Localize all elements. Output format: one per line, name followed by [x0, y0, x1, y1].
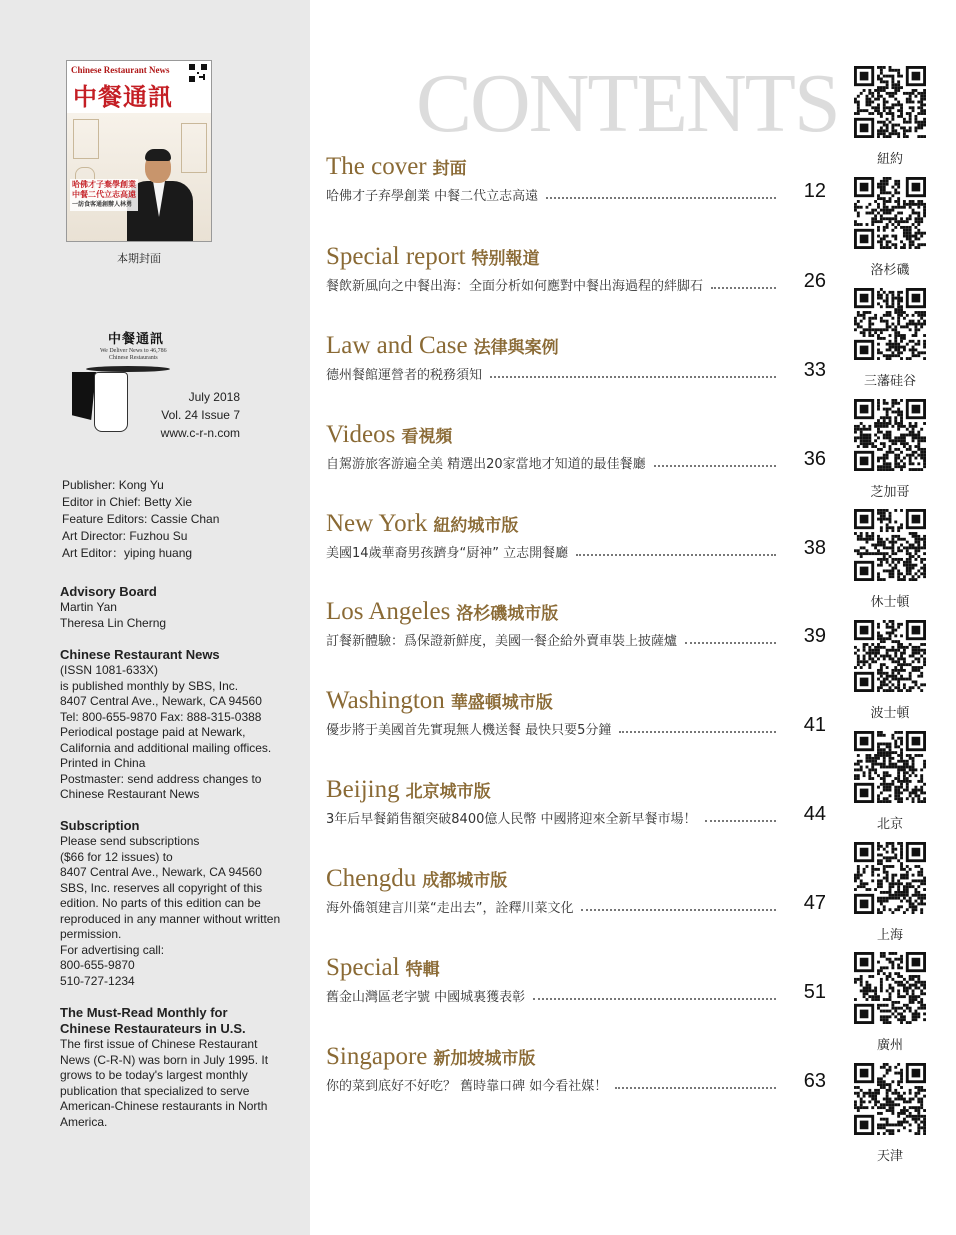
qr-code-item[interactable]: [852, 952, 928, 1063]
cover-thumbnail[interactable]: [66, 60, 212, 242]
toc-page-number: 36: [803, 448, 826, 470]
qr-code-icon: [854, 731, 926, 803]
toc-section-title: Videos 看視頻: [326, 421, 453, 448]
website-link[interactable]: www.c-r-n.com: [160, 426, 240, 440]
qr-city-label: 紐約: [876, 152, 903, 167]
toc-page-number: 41: [803, 714, 826, 736]
cover-title-cn: 中餐通訊: [73, 82, 173, 111]
qr-code-item[interactable]: [852, 620, 928, 731]
toc-entry[interactable]: [326, 421, 826, 481]
qr-code-item[interactable]: [852, 842, 928, 953]
toc-page-number: 51: [803, 981, 826, 1003]
qr-code-item[interactable]: [852, 66, 928, 177]
qr-code-item[interactable]: [852, 399, 928, 510]
toc-entry[interactable]: [326, 865, 826, 925]
toc-entry[interactable]: [326, 243, 826, 303]
toc-section-title: Special 特輯: [326, 954, 440, 981]
toc-entry[interactable]: [326, 153, 826, 213]
toc-description: 3年后早餐銷售額突破8400億人民幣 中國將迎來全新早餐市場！: [326, 808, 786, 827]
cover-headline: 哈佛才子棄學創業 中餐二代立志高遠 一訪食客通創辦人林勇: [70, 179, 138, 211]
issue-volume: Vol. 24 Issue 7: [161, 408, 240, 422]
toc-page-number: 33: [803, 359, 826, 381]
qr-code-item[interactable]: [852, 177, 928, 288]
qr-code-item[interactable]: [852, 1063, 928, 1174]
qr-city-label: 波士頓: [870, 706, 910, 721]
toc-section-title: The cover 封面: [326, 153, 467, 180]
toc-entry[interactable]: [326, 332, 826, 392]
toc-entry[interactable]: [326, 510, 826, 570]
mustread-info: The Must-Read Monthly for Chinese Restaurateurs in U.S. The first issue of Chinese Restaurant News (C-R-N) was born in July 1995. It grows to be today's largest monthly publication that specialized to serve American-Chinese restaurants in North America.: [60, 1005, 269, 1129]
qr-code-icon: [854, 399, 926, 471]
toc-description: 哈佛才子弃學創業 中餐二代立志高遠: [326, 185, 786, 204]
qr-code-item[interactable]: [852, 288, 928, 399]
issue-date: July 2018: [188, 390, 240, 404]
toc-description: 餐飲新風向之中餐出海：全面分析如何應對中餐出海過程的絆脚石: [326, 275, 786, 294]
issue-info: [142, 388, 240, 442]
qr-city-label: 上海: [876, 928, 903, 943]
toc-entry[interactable]: [326, 1043, 826, 1103]
qr-code-icon: [854, 1063, 926, 1135]
toc-page-number: 26: [803, 270, 826, 292]
qr-code-icon: [854, 620, 926, 692]
toc-description: 自駕游旅客游遍全美 精選出20家當地才知道的最佳餐廳: [326, 453, 786, 472]
cover-qr-icon: [189, 64, 207, 82]
subscription-info: Subscription Please send subscriptions ($66 for 12 issues) to 8407 Central Ave., Newark, CA 94560 SBS, Inc. reserves all copyright of this edition. No parts of this edition can be reproduced in any manner without written permission. For advertising call: 800-655-9870 510-727-1234: [60, 818, 281, 988]
toc-section-title: Los Angeles 洛杉磯城市版: [326, 598, 559, 625]
toc-page-number: 44: [803, 803, 826, 825]
toc-entry[interactable]: [326, 598, 826, 658]
toc-page-number: 39: [803, 625, 826, 647]
qr-city-label: 休士頓: [870, 595, 910, 610]
qr-code-icon: [854, 66, 926, 138]
qr-code-icon: [854, 842, 926, 914]
staff-list: Publisher: Kong Yu Editor in Chief: Betty Xie Feature Editors: Cassie Chan Art Director: Fuzhou Su Art Editor：yiping huang: [62, 478, 220, 560]
qr-code-icon: [854, 952, 926, 1024]
cover-title-en: Chinese Restaurant News: [71, 65, 170, 75]
toc-page-number: 12: [803, 180, 826, 202]
toc-description: 海外僑領建言川菜“走出去”，詮釋川菜文化: [326, 897, 786, 916]
toc-section-title: Singapore 新加坡城市版: [326, 1043, 536, 1070]
qr-code-icon: [854, 509, 926, 581]
qr-city-label: 天津: [876, 1149, 903, 1164]
toc-page-number: 63: [803, 1070, 826, 1092]
toc-section-title: Special report 特别報道: [326, 243, 540, 270]
qr-city-label: 北京: [876, 817, 903, 832]
toc-section-title: Washington 華盛頓城市版: [326, 687, 553, 714]
qr-city-label: 三藩硅谷: [863, 374, 916, 389]
toc-description: 舊金山灣區老字號 中國城裏獲表彰: [326, 986, 786, 1005]
toc-description: 優步將于美國首先實現無人機送餐 最快只要5分鐘: [326, 719, 786, 738]
toc-entry[interactable]: [326, 776, 826, 836]
toc-section-title: Law and Case 法律與案例: [326, 332, 559, 359]
toc-section-title: Chengdu 成都城市版: [326, 865, 508, 892]
toc-entry[interactable]: [326, 954, 826, 1014]
qr-city-label: 廣州: [876, 1038, 903, 1053]
toc-entry[interactable]: [326, 687, 826, 747]
waiter-hand-icon: [94, 372, 128, 432]
cover-caption: 本期封面: [117, 253, 161, 265]
toc-description: 你的菜到底好不好吃？ 舊時靠口碑 如今看社媒！: [326, 1075, 786, 1094]
toc-section-title: Beijing 北京城市版: [326, 776, 491, 803]
toc-description: 德州餐館運營者的税務須知: [326, 364, 786, 383]
qr-code-icon: [854, 177, 926, 249]
qr-code-item[interactable]: [852, 731, 928, 842]
qr-code-icon: [854, 288, 926, 360]
toc-description: 訂餐新體驗：爲保證新鮮度，美國一餐企給外賣車裝上披薩爐: [326, 630, 786, 649]
toc-page-number: 38: [803, 537, 826, 559]
waiter-sleeve-icon: [72, 372, 96, 420]
toc-description: 美國14歲華裔男孩躋身“厨神” 立志開餐廳: [326, 542, 786, 561]
qr-city-label: 洛杉磯: [870, 263, 910, 278]
qr-city-label: 芝加哥: [870, 485, 910, 500]
contents-heading: CONTENTS: [416, 57, 839, 150]
masthead-logo-text: 中餐通訊: [108, 332, 165, 347]
toc-page-number: 47: [803, 892, 826, 914]
masthead-tagline: We Deliver News to 46,786 Chinese Restaurants: [100, 348, 167, 361]
qr-code-item[interactable]: [852, 509, 928, 620]
toc-section-title: New York 紐約城市版: [326, 510, 519, 537]
publication-info: Chinese Restaurant News (ISSN 1081-633X) is published monthly by SBS, Inc. 8407 Central Ave., Newark, CA 94560 Tel: 800-655-9870 Fax: 888-315-0388 Periodical postage paid at Newark, California and additional mailing offices. Printed in China Postmaster: send address changes to Chinese Restaurant News: [60, 647, 272, 801]
cover-photo: [67, 113, 212, 242]
advisory-board: Advisory Board Martin Yan Theresa Lin Cherng: [60, 584, 167, 630]
